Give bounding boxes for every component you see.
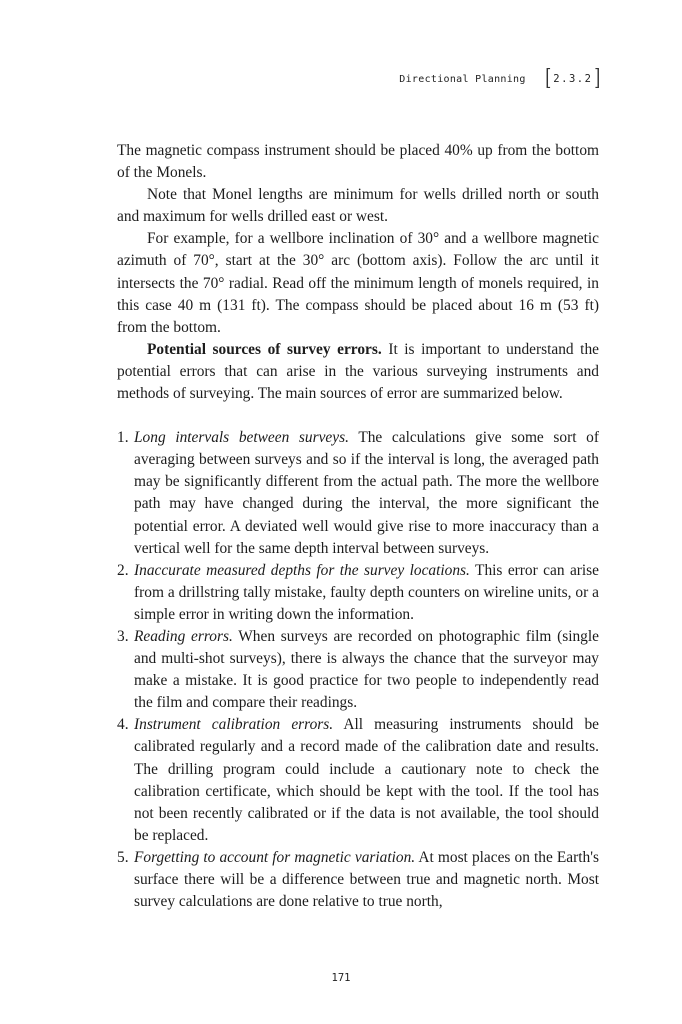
paragraph: Note that Monel lengths are minimum for wells drilled north or south and maximum for wells drilled east or west. bbox=[117, 186, 599, 226]
item-body bbox=[134, 847, 599, 913]
item-term: Inaccurate measured depths for the survey locations. bbox=[134, 561, 470, 579]
item-body bbox=[134, 626, 599, 714]
section-marker bbox=[544, 68, 602, 90]
spacer bbox=[117, 405, 599, 427]
list-item bbox=[117, 560, 599, 626]
item-term: Long intervals between surveys. bbox=[134, 429, 349, 447]
list-item bbox=[117, 427, 599, 560]
item-body bbox=[134, 560, 599, 626]
close-bracket: ] bbox=[594, 66, 601, 91]
paragraph: For example, for a wellbore inclination of 30° and a wellbore magnetic azimuth of 70°, start at the 30° arc (bottom axis). Follow the arc until it intersects the 70° radial. Read off the minimum length of monels required, in this case 40 m (131 ft). The compass should be placed about 16 m (53 ft) from the bottom. bbox=[117, 230, 599, 336]
body-text bbox=[117, 140, 599, 913]
item-body bbox=[134, 714, 599, 847]
item-body bbox=[134, 427, 599, 560]
item-term: Forgetting to account for magnetic variation. bbox=[134, 848, 416, 866]
item-number: 1. bbox=[117, 429, 129, 447]
list-item bbox=[117, 847, 599, 913]
item-term: Reading errors. bbox=[134, 627, 233, 645]
item-term: Instrument calibration errors. bbox=[134, 716, 334, 734]
running-head bbox=[399, 68, 602, 90]
item-text: At most places on the Earth's surface there will be a difference between true and magnetic north. Most survey calculations are done relative to true north, bbox=[134, 848, 599, 911]
section-intro-text: It is important to understand the potential errors that can arise in the various surveying instruments and methods of surveying. The main sources of error are summarized below. bbox=[117, 340, 599, 403]
section-number: 2.3.2 bbox=[553, 73, 593, 85]
section-heading: Potential sources of survey errors. bbox=[147, 340, 382, 358]
item-number: 5. bbox=[117, 848, 129, 866]
item-text: All measuring instruments should be calibrated regularly and a record made of the calibration date and results. The drilling program could include a cautionary note to check the calibration certificate, which should be kept with the tool. If the tool has not been recently calibrated or if the data is not available, the tool should be replaced. bbox=[134, 716, 600, 844]
item-number: 3. bbox=[117, 627, 129, 645]
item-text: The calculations give some sort of averaging between surveys and so if the interval is long, the averaged path may be significantly different from the actual path. The more the wellbore path may have changed during the interval, the more significant the potential error. A deviated well would give rise to more inaccuracy than a vertical well for the same depth interval between surveys. bbox=[134, 429, 599, 557]
item-number: 4. bbox=[117, 716, 129, 734]
paragraph: The magnetic compass instrument should be placed 40% up from the bottom of the Monels. bbox=[117, 142, 599, 182]
open-bracket: [ bbox=[544, 66, 552, 91]
item-number: 2. bbox=[117, 561, 129, 579]
chapter-title: Directional Planning bbox=[399, 73, 526, 85]
page-number: 171 bbox=[331, 972, 351, 984]
error-list bbox=[117, 427, 599, 913]
list-item bbox=[117, 626, 599, 714]
list-item bbox=[117, 714, 599, 847]
item-text: This error can arise from a drillstring tally mistake, faulty depth counters on wireline units, or a simple error in writing down the information. bbox=[134, 561, 599, 623]
section-intro bbox=[117, 339, 599, 405]
item-text: When surveys are recorded on photographic film (single and multi-shot surveys), there is always the chance that the surveyor may make a mistake. It is good practice for two people to independently read the film and compare their readings. bbox=[134, 627, 599, 712]
